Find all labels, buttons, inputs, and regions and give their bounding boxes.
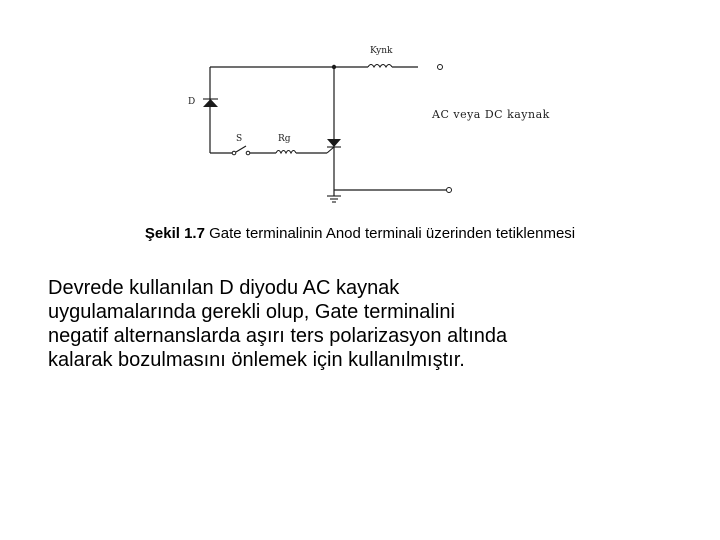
paragraph-line: uygulamalarında gerekli olup, Gate terminalini — [48, 301, 455, 323]
diode-d — [203, 99, 218, 107]
load-label: Kynk — [370, 46, 393, 56]
switch-label: S — [236, 134, 243, 144]
figure-caption — [0, 225, 720, 242]
terminal-top — [438, 65, 443, 70]
source-label: AC veya DC kaynak — [432, 108, 550, 121]
figure-number: Şekil 1.7 — [144, 225, 205, 242]
paragraph-line: negatif alternanslarda aşırı ters polarizasyon altında — [48, 325, 508, 347]
resistor-label: Rg — [278, 134, 291, 144]
diode-label: D — [188, 97, 196, 107]
figure-caption-text: Gate terminalinin Anod terminali üzerinden tetiklenmesi — [209, 225, 576, 242]
body-paragraph — [48, 276, 688, 372]
switch-s — [232, 146, 250, 155]
terminal-bottom — [447, 188, 452, 193]
paragraph-line: Devrede kullanılan D diyodu AC kaynak — [48, 277, 400, 299]
load-inductor — [368, 65, 392, 68]
ground-icon — [327, 196, 341, 202]
gate-resistor — [276, 151, 296, 154]
junction-dot — [332, 65, 336, 69]
circuit-diagram — [0, 0, 720, 230]
paragraph-line: kalarak bozulmasını önlemek için kullanılmıştır. — [48, 349, 465, 371]
